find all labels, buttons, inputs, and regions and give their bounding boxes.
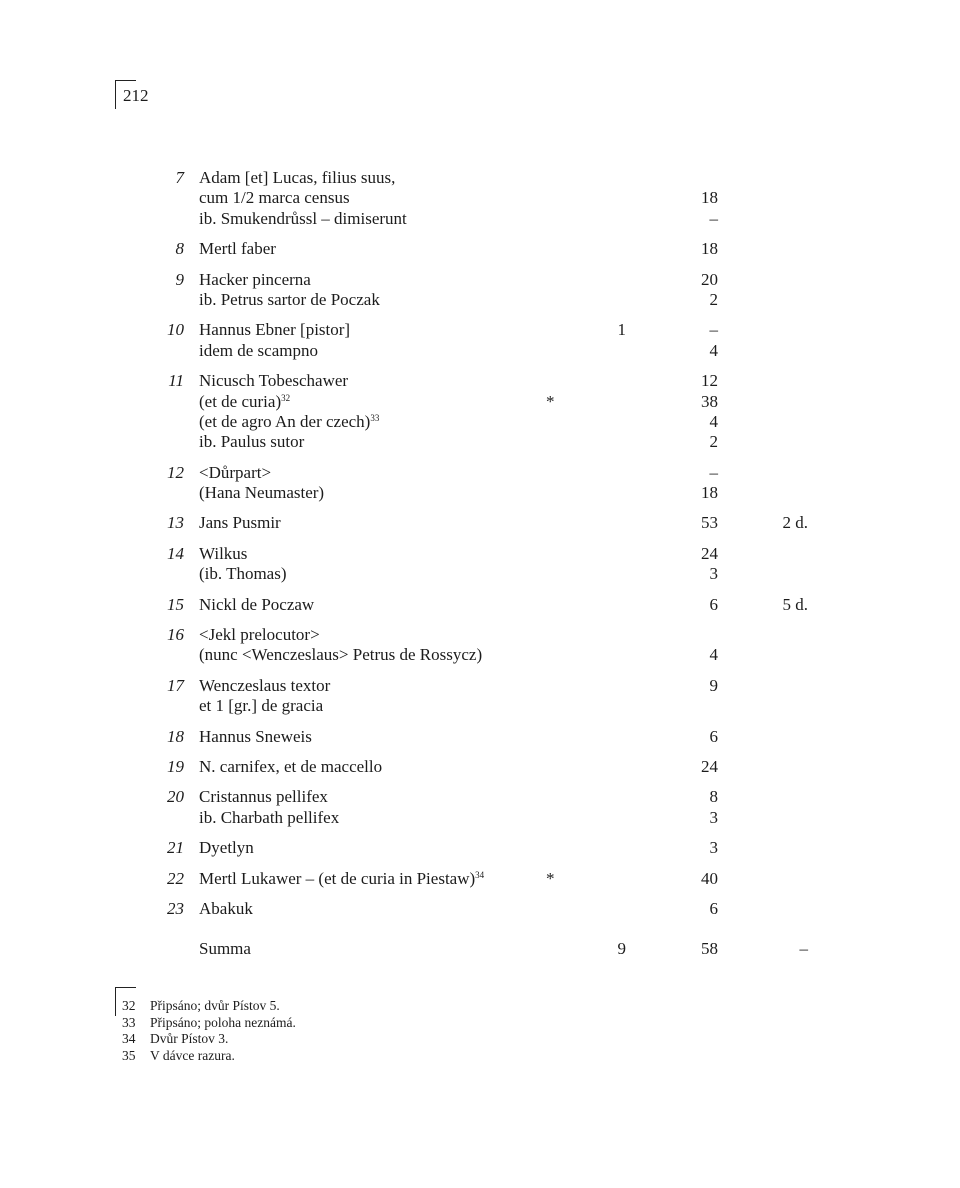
entry-number: 18 [167,726,184,746]
entry-text-content: Jans Pusmir [199,513,281,533]
entry-text-content: idem de scampno [199,340,318,360]
entry-text [199,239,276,259]
entry-text [199,595,314,615]
entry-text [199,341,318,361]
entry-number: 9 [175,269,184,289]
entry-line [0,595,960,615]
entry-text [199,483,324,503]
entry-text-content: <Důrpart> [199,462,272,482]
entry-line [0,483,960,503]
entry-text [199,513,281,533]
entry-line [0,513,960,533]
register-entry [0,168,960,229]
amount-col-2: 6 [709,726,718,746]
amount-col-2: 53 [701,513,718,533]
entry-text-content: Nickl de Poczaw [199,594,315,614]
entry-line [0,838,960,858]
entry-text [199,290,380,310]
entry-line [0,239,960,259]
summa-label: Summa [199,939,251,959]
entry-text-content: Wilkus [199,543,248,563]
amount-col-2: – [709,320,718,340]
entry-line [0,168,960,188]
entry-text-content: N. carnifex, et de maccello [199,756,383,776]
amount-col-2: 12 [701,371,718,391]
entry-text-content: Nicusch Tobeschawer [199,371,349,391]
entry-text [199,371,348,391]
entry-line [0,320,960,340]
register-entry [0,676,960,717]
entry-text-content: et 1 [gr.] de gracia [199,696,324,716]
entry-text-content: Dyetlyn [199,838,254,858]
entry-text [199,645,482,665]
amount-col-3: 5 d. [782,594,808,614]
entry-text [199,392,290,412]
entry-line [0,270,960,290]
entry-line [0,371,960,391]
entry-text [199,463,271,483]
footnote-text: Připsáno; poloha neznámá. [150,1014,296,1030]
entry-number: 22 [167,868,184,888]
register-entry [0,371,960,453]
entry-line [0,757,960,777]
register-entry [0,239,960,259]
entry-text [199,564,287,584]
entry-text-content: (ib. Thomas) [199,564,287,584]
entry-number: 15 [167,594,184,614]
entry-text-content: Adam [et] Lucas, filius suus, [199,168,396,187]
register-entry [0,727,960,747]
register-entry [0,757,960,777]
amount-col-2: 40 [701,868,718,888]
asterisk-mark: * [546,391,555,411]
page-number: 212 [123,86,149,105]
amount-col-2: 3 [709,807,718,827]
entry-text-content: ib. Paulus sutor [199,432,305,452]
entry-line [0,188,960,208]
entry-number: 13 [167,513,184,533]
asterisk-mark: * [546,868,555,888]
entry-line [0,625,960,645]
entry-line [0,869,960,889]
footnote-reference: 33 [370,412,380,423]
footnote-text: Dvůr Pístov 3. [150,1031,229,1046]
amount-col-2: 8 [709,787,718,807]
amount-col-2: – [709,462,718,482]
entry-text [199,727,312,747]
entry-line [0,432,960,452]
amount-col-2: 4 [709,411,718,431]
entry-text-content: ib. Smukendrůssl – dimiserunt [199,208,407,228]
entry-text-content: Cristannus pellifex [199,787,328,807]
footnote-number: 33 [122,1014,136,1030]
entry-text [199,757,382,777]
footnote [0,998,960,1015]
entry-line [0,463,960,483]
amount-col-2: 9 [709,675,718,695]
amount-col-2: 18 [701,483,718,503]
summa-col-1: 9 [617,939,626,959]
entry-line [0,645,960,665]
entry-text [199,787,328,807]
entry-number: 20 [167,787,184,807]
entry-text [199,676,330,696]
register-entry [0,544,960,585]
entry-text-content: Mertl Lukawer – (et de curia in Piestaw) [199,868,476,888]
entry-text [199,869,484,889]
amount-col-2: 4 [709,645,718,665]
entry-text-content: Abakuk [199,898,253,918]
footnote [0,1048,960,1065]
register-entry [0,595,960,615]
register-entry [0,787,960,828]
entry-text-content: ib. Charbath pellifex [199,807,340,827]
register-entry [0,320,960,361]
amount-col-2: 6 [709,594,718,614]
entry-line [0,787,960,807]
footnote-number: 32 [122,998,136,1013]
register-entry [0,869,960,889]
entry-text-content: (et de curia) [199,391,282,411]
amount-col-2: 3 [709,564,718,584]
amount-col-3: 2 d. [782,513,808,533]
entry-number: 12 [167,462,184,482]
entry-number: 19 [167,756,184,776]
entry-text-content: <Jekl prelocutor> [199,625,320,645]
entry-line [0,899,960,919]
register-entry [0,463,960,504]
amount-col-2: 3 [709,838,718,858]
entry-number: 17 [167,675,184,695]
footnote-number: 34 [122,1031,136,1046]
entry-text [199,168,395,188]
entry-text [199,320,350,340]
register-entry [0,513,960,533]
entry-text-content: (Hana Neumaster) [199,483,325,503]
amount-col-2: 18 [701,188,718,208]
amount-col-2: 24 [701,543,718,563]
entry-text [199,696,323,716]
register-entry [0,270,960,311]
footnote-reference: 32 [281,392,291,403]
register-entry [0,899,960,919]
entry-text [199,188,350,208]
entry-line [0,209,960,229]
entry-text [199,838,254,858]
entry-text-content: Hannus Ebner [pistor] [199,320,351,340]
entry-line [0,290,960,310]
entry-text [199,209,407,229]
entry-number: 7 [175,168,184,187]
census-register [0,168,960,960]
entry-text [199,899,253,919]
amount-col-1: 1 [617,320,626,340]
amount-col-2: 2 [709,432,718,452]
register-entry [0,838,960,858]
entry-text [199,625,320,645]
entry-text [199,412,379,432]
amount-col-2: 38 [701,391,718,411]
summa-row [0,939,960,959]
footnote-text: V dávce razura. [150,1047,235,1063]
entry-text-content: ib. Petrus sartor de Poczak [199,289,380,309]
entry-number: 8 [175,239,184,259]
entry-line [0,564,960,584]
entry-text-content: (nunc <Wenczeslaus> Petrus de Rossycz) [199,645,483,665]
footnotes [0,998,960,1064]
footnote [0,1015,960,1032]
entry-line [0,676,960,696]
entry-text-content: Wenczeslaus textor [199,675,331,695]
entry-text [199,544,247,564]
entry-line [0,392,960,412]
amount-col-2: 2 [709,289,718,309]
summa-col-3: – [799,939,808,959]
entry-line [0,544,960,564]
amount-col-2: – [709,208,718,228]
entry-number: 14 [167,543,184,563]
entry-text-content: cum 1/2 marca census [199,188,350,208]
entry-number: 16 [167,625,184,645]
entry-text [199,270,311,290]
entry-text [199,432,304,452]
entry-line [0,696,960,716]
entry-number: 11 [168,371,184,391]
entry-text-content: Mertl faber [199,239,276,259]
amount-col-2: 20 [701,269,718,289]
amount-col-2: 4 [709,340,718,360]
entry-line [0,412,960,432]
entry-number: 10 [167,320,184,340]
entry-text [199,808,339,828]
entry-text-content: Hannus Sneweis [199,726,312,746]
footnote-reference: 34 [475,869,485,880]
entry-number: 21 [167,838,184,858]
footnote-text: Připsáno; dvůr Pístov 5. [150,998,280,1013]
summa-col-2: 58 [701,939,718,959]
entry-text-content: (et de agro An der czech) [199,411,371,431]
footnote [0,1031,960,1048]
entry-line [0,727,960,747]
entry-number: 23 [167,898,184,918]
amount-col-2: 6 [709,898,718,918]
amount-col-2: 18 [701,239,718,259]
entry-line [0,341,960,361]
entry-line [0,808,960,828]
footnote-number: 35 [122,1047,136,1063]
entry-text-content: Hacker pincerna [199,269,311,289]
amount-col-2: 24 [701,756,718,776]
register-entry [0,625,960,666]
